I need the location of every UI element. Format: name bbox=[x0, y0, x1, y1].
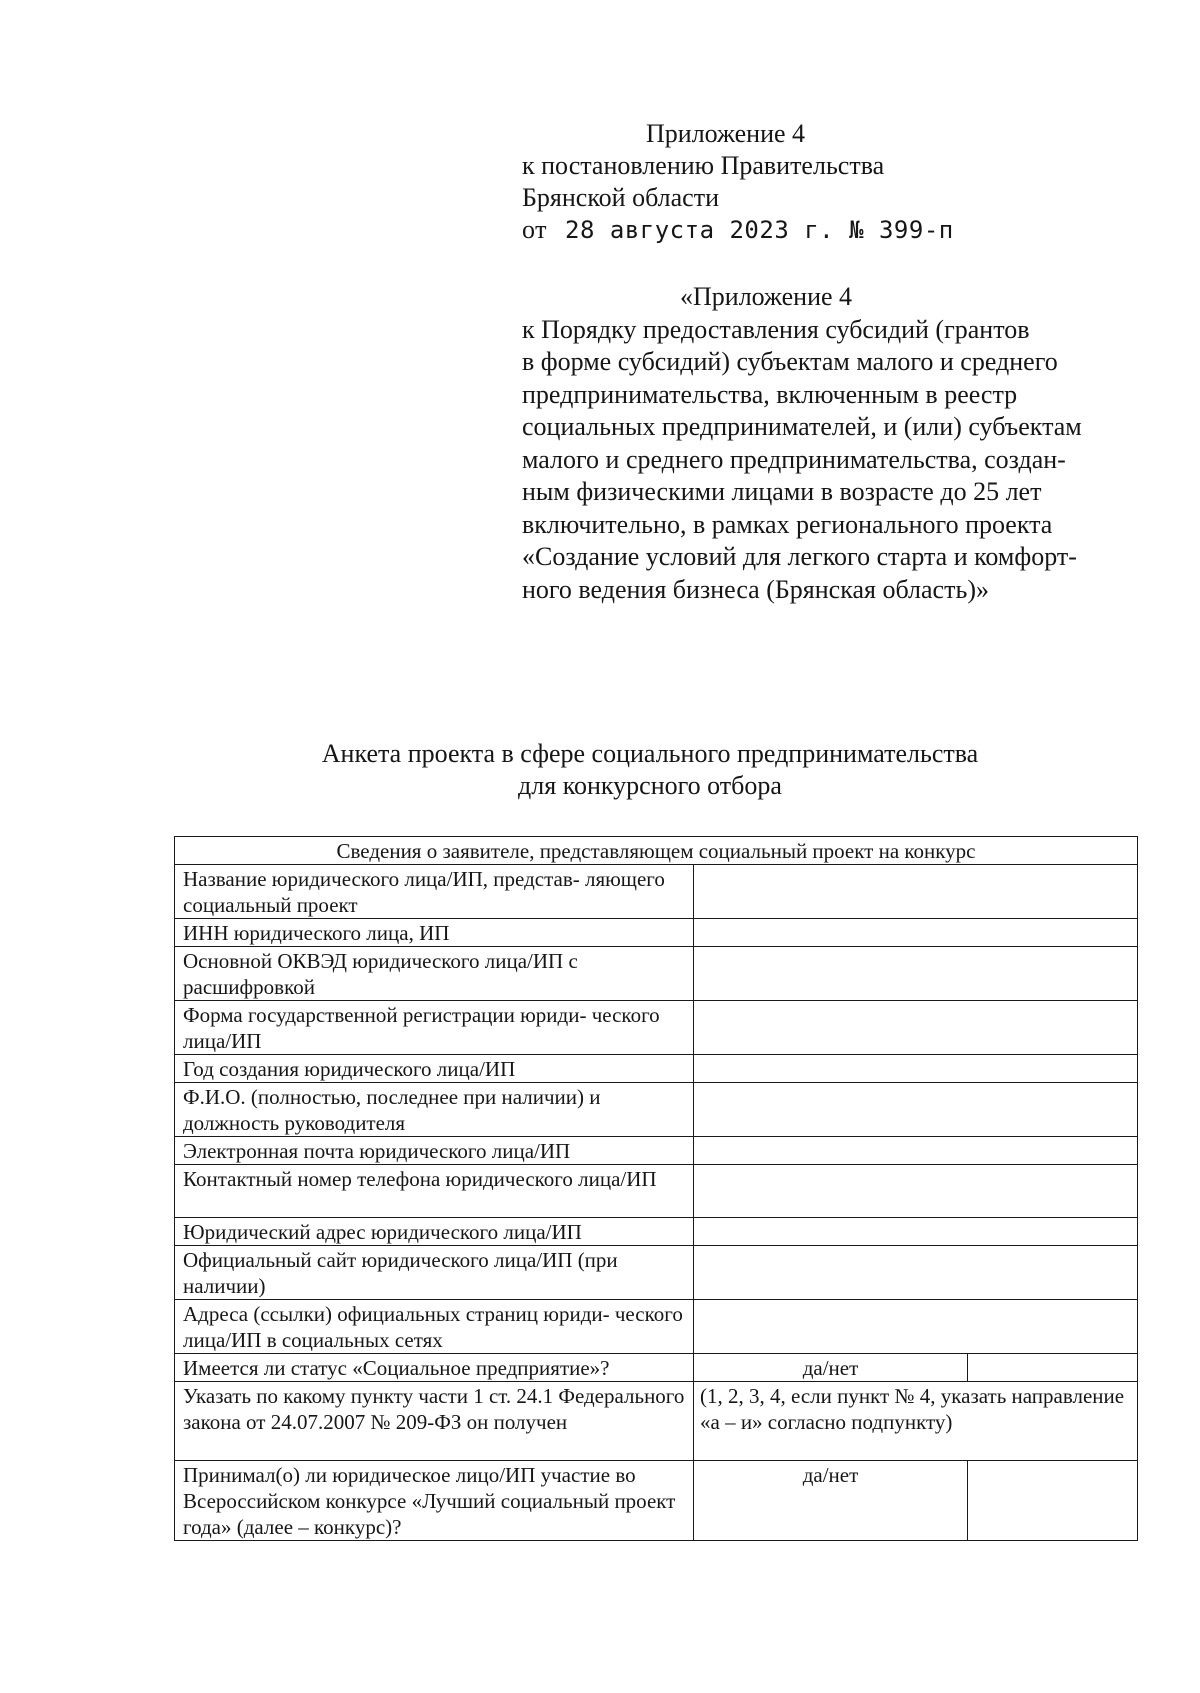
row-label-legal-address: Юридический адрес юридического лица/ИП bbox=[175, 1218, 694, 1246]
row-label-founding-year: Год создания юридического лица/ИП bbox=[175, 1055, 694, 1083]
table-row bbox=[175, 1083, 1138, 1137]
table-row bbox=[175, 1137, 1138, 1165]
row-label-organization-name: Название юридического лица/ИП, представ- ляющего социальный проект bbox=[175, 865, 694, 919]
law-clause-hint[interactable]: (1, 2, 3, 4, если пункт № 4, указать направление «а – и» согласно подпункту) bbox=[694, 1382, 1138, 1461]
row-label-okved: Основной ОКВЭД юридического лица/ИП с расшифровкой bbox=[175, 947, 694, 1001]
table-row bbox=[175, 1354, 1138, 1382]
appendix-header-line: к постановлению Правительства bbox=[522, 151, 885, 180]
table-row bbox=[175, 1246, 1138, 1300]
appendix-header-date-line bbox=[522, 214, 1142, 246]
table-row bbox=[175, 1055, 1138, 1083]
value-cell-contest-participation[interactable] bbox=[968, 1461, 1138, 1541]
appendix-quote-line: включительно, в рамках регионального проекта bbox=[522, 509, 1053, 539]
appendix-quote-line: «Создание условий для легкого старта и комфорт- bbox=[522, 542, 1077, 571]
appendix-quote-line: ного ведения бизнеса (Брянская область)» bbox=[522, 574, 989, 604]
value-cell-inn[interactable] bbox=[694, 919, 1138, 947]
value-cell-website[interactable] bbox=[694, 1246, 1138, 1300]
table-section-header-row bbox=[175, 837, 1138, 865]
date-prefix: от bbox=[522, 215, 548, 244]
appendix-quote-line: социальных предпринимателей, и (или) субъектам bbox=[522, 412, 1082, 441]
table-row bbox=[175, 1382, 1138, 1461]
table-section-header: Сведения о заявителе, представляющем социальный проект на конкурс bbox=[175, 837, 1138, 865]
value-cell-registration-form[interactable] bbox=[694, 1001, 1138, 1055]
row-label-contest-participation: Принимал(о) ли юридическое лицо/ИП участие во Всероссийском конкурсе «Лучший социальный проект года» (далее – конкурс)? bbox=[175, 1461, 694, 1541]
row-label-phone: Контактный номер телефона юридического лица/ИП bbox=[175, 1165, 694, 1218]
row-label-social-pages: Адреса (ссылки) официальных страниц юриди- ческого лица/ИП в социальных сетях bbox=[175, 1300, 694, 1354]
appendix-quote-line: к Порядку предоставления субсидий (грантов bbox=[522, 314, 1030, 344]
table-row bbox=[175, 865, 1138, 919]
table-row bbox=[175, 1218, 1138, 1246]
value-cell-phone[interactable] bbox=[694, 1165, 1138, 1218]
value-cell-email[interactable] bbox=[694, 1137, 1138, 1165]
table-row bbox=[175, 1165, 1138, 1218]
table-row bbox=[175, 1300, 1138, 1354]
value-cell-legal-address[interactable] bbox=[694, 1218, 1138, 1246]
appendix-quote-title: «Приложение 4 bbox=[680, 282, 853, 311]
form-title-line: Анкета проекта в сфере социального предпринимательства bbox=[321, 739, 979, 768]
value-cell-social-pages[interactable] bbox=[694, 1300, 1138, 1354]
row-label-registration-form: Форма государственной регистрации юриди- ческого лица/ИП bbox=[175, 1001, 694, 1055]
appendix-quote-line: малого и среднего предпринимательства, создан- bbox=[522, 444, 1066, 474]
answer-label-yes-no: да/нет bbox=[694, 1354, 968, 1382]
value-cell-social-enterprise-status[interactable] bbox=[968, 1354, 1138, 1382]
appendix-header bbox=[522, 118, 1142, 246]
form-title-line: для конкурсного отбора bbox=[518, 771, 782, 800]
appendix-header-title: Приложение 4 bbox=[646, 119, 806, 148]
value-cell-director[interactable] bbox=[694, 1083, 1138, 1137]
value-cell-founding-year[interactable] bbox=[694, 1055, 1138, 1083]
resolution-date: 28 августа 2023 г. № 399-п bbox=[565, 216, 954, 244]
row-label-director: Ф.И.О. (полностью, последнее при наличии) и должность руководителя bbox=[175, 1083, 694, 1137]
table-row bbox=[175, 1001, 1138, 1055]
table-row bbox=[175, 947, 1138, 1001]
row-label-email: Электронная почта юридического лица/ИП bbox=[175, 1137, 694, 1165]
appendix-quote bbox=[522, 281, 1142, 606]
answer-label-yes-no: да/нет bbox=[694, 1461, 968, 1541]
form-title bbox=[160, 738, 1140, 802]
value-cell-organization-name[interactable] bbox=[694, 865, 1138, 919]
row-label-inn: ИНН юридического лица, ИП bbox=[175, 919, 694, 947]
appendix-quote-line: ным физическими лицами в возрасте до 25 лет bbox=[522, 477, 1042, 506]
row-label-social-enterprise-status: Имеется ли статус «Социальное предприятие»? bbox=[175, 1354, 694, 1382]
appendix-quote-line: в форме субсидий) субъектам малого и среднего bbox=[522, 347, 1058, 376]
table-row bbox=[175, 1461, 1138, 1541]
row-label-website: Официальный сайт юридического лица/ИП (при наличии) bbox=[175, 1246, 694, 1300]
row-label-law-clause: Указать по какому пункту части 1 ст. 24.1 Федерального закона от 24.07.2007 № 209-ФЗ он получен bbox=[175, 1382, 694, 1461]
applicant-info-table bbox=[174, 836, 1138, 1541]
appendix-header-line: Брянской области bbox=[522, 183, 719, 212]
table-row bbox=[175, 919, 1138, 947]
value-cell-okved[interactable] bbox=[694, 947, 1138, 1001]
appendix-quote-line: предпринимательства, включенным в реестр bbox=[522, 379, 1018, 409]
